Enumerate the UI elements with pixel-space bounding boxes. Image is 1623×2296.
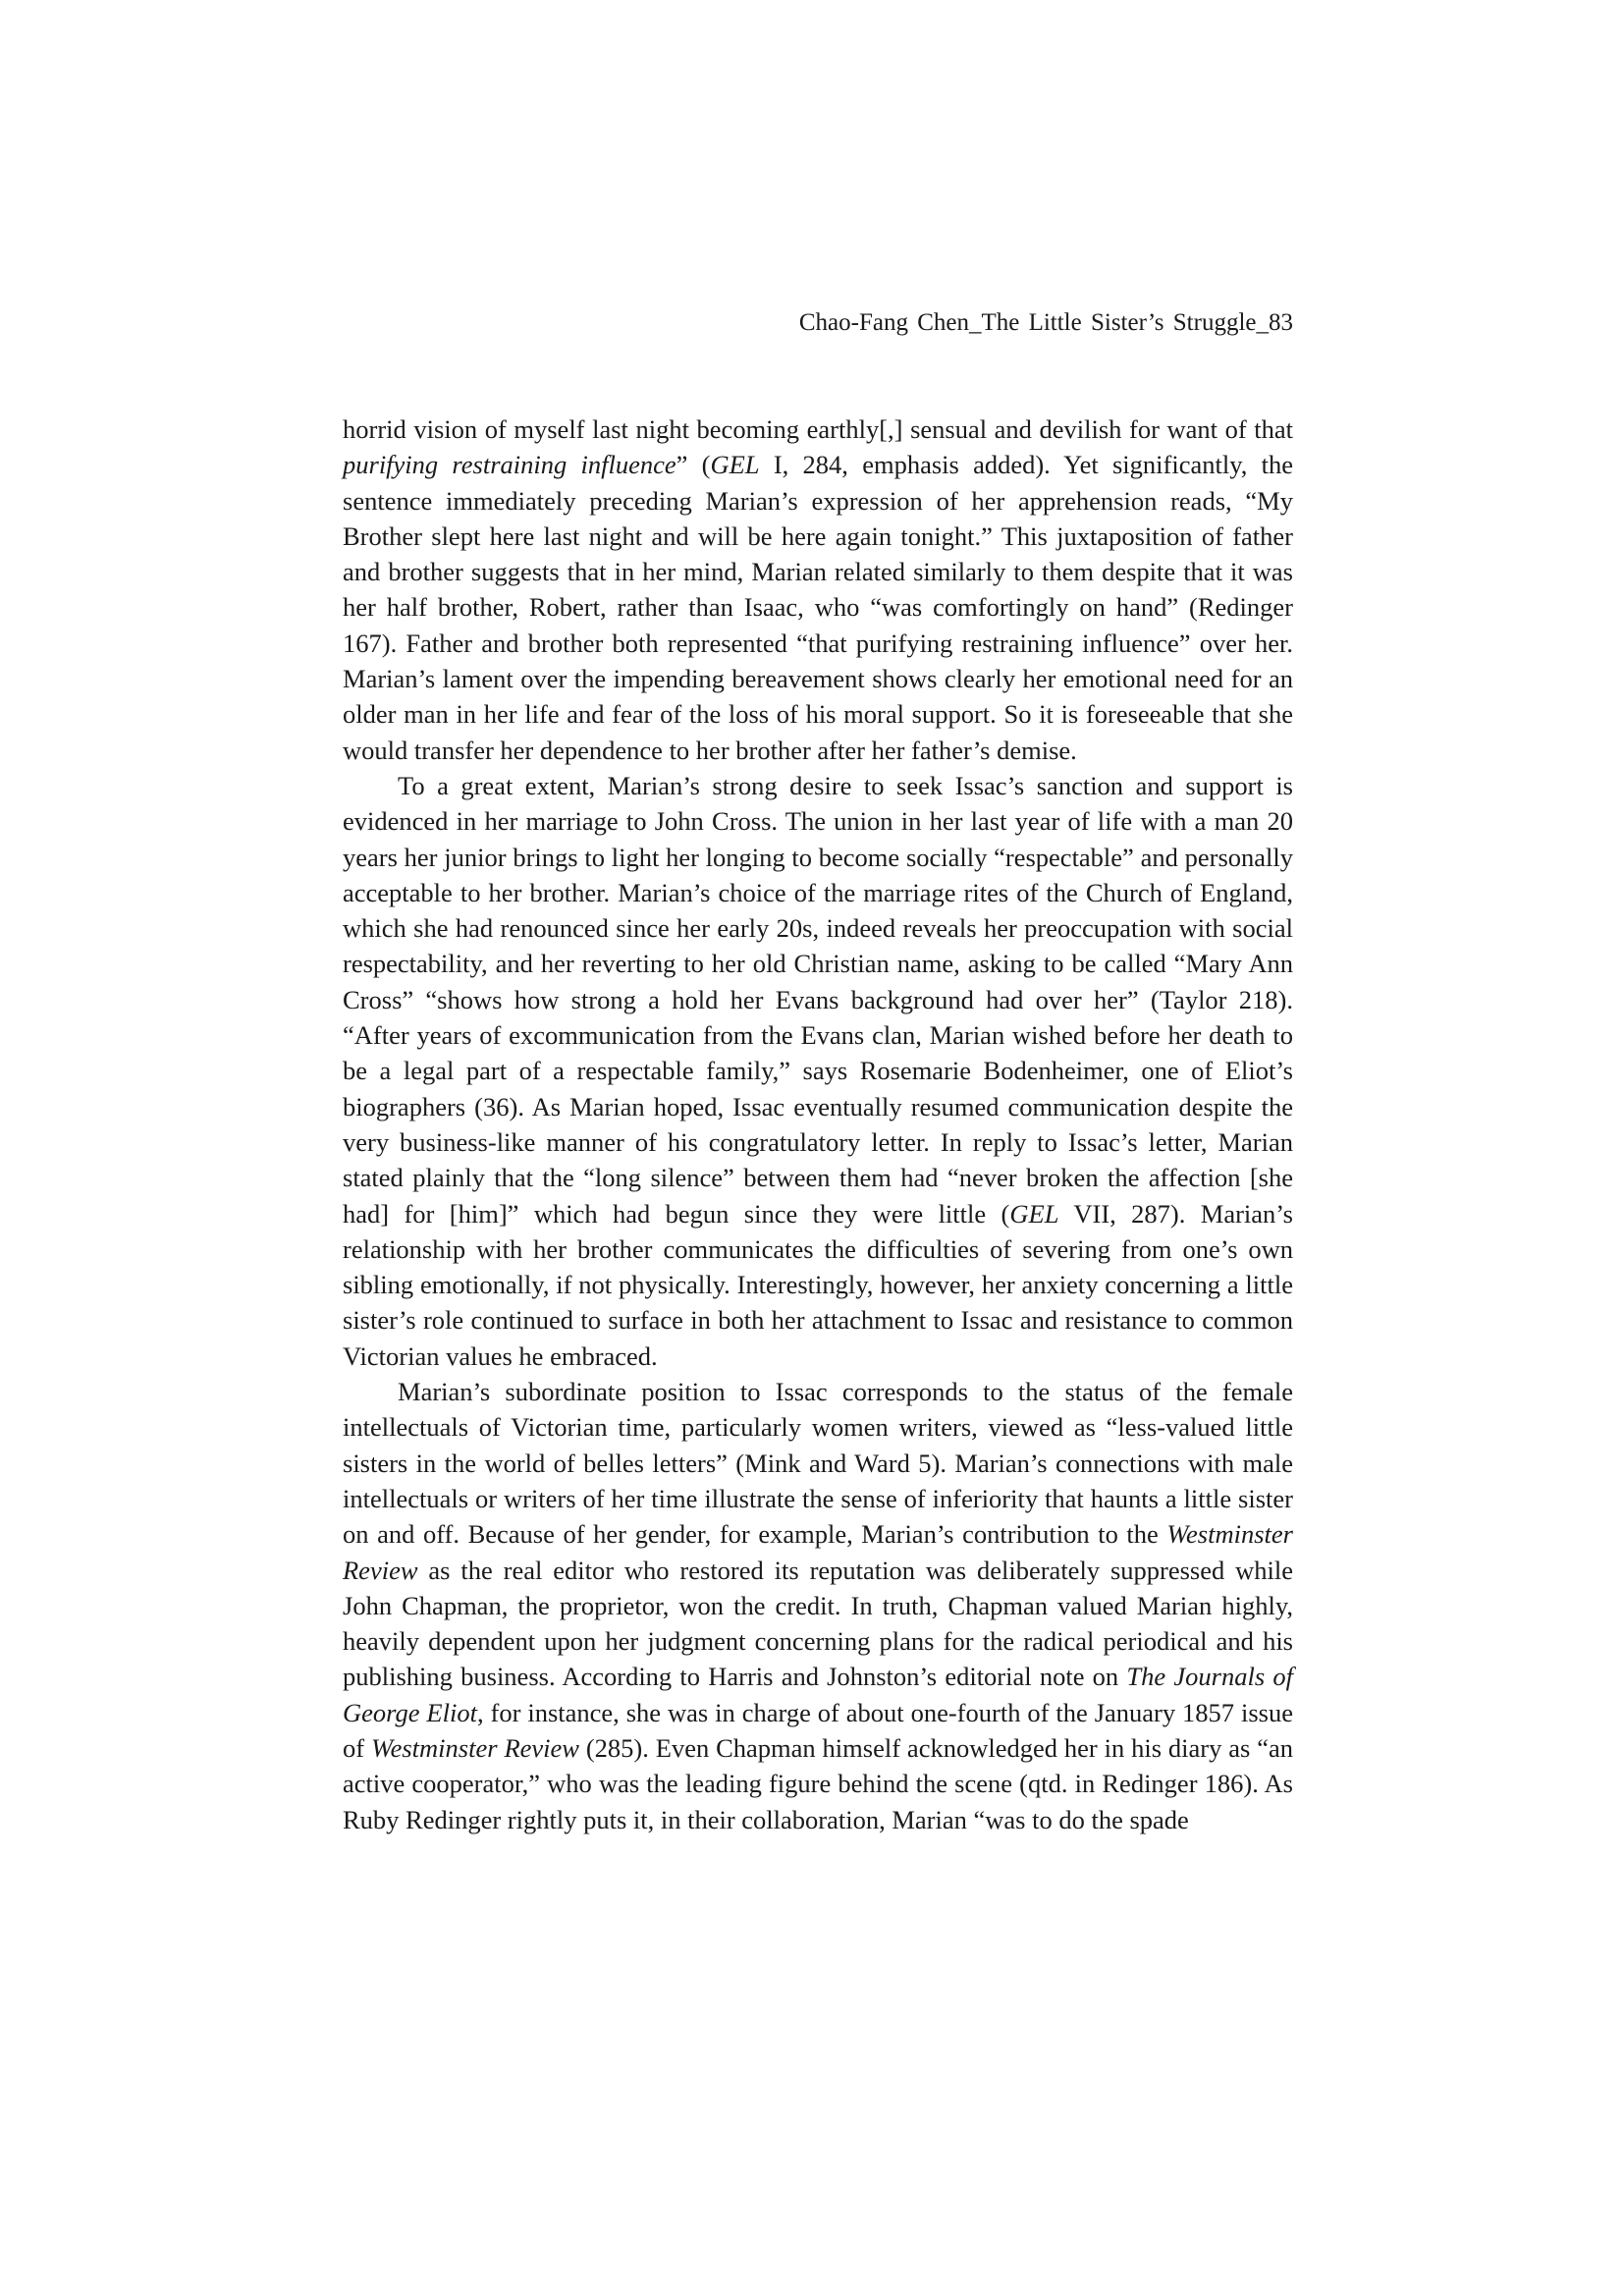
- body-text: [343, 411, 1293, 1837]
- text-run: Marian’s subordinate position to Issac corresponds to the status of the female intellectuals of Victorian time, particularly women writers, viewed as “less-valued little sisters in the world of belles letters” (Mink and Ward 5). Marian’s connections with male intellectuals or writers of her time illustrate the sense of inferiority that haunts a little sister on and off. Because of her gender, for example, Marian’s contribution to the: [343, 1377, 1293, 1550]
- italic-text: Westminster Review: [370, 1732, 579, 1763]
- italic-text: purifying restraining influence: [343, 450, 676, 480]
- text-run: ” (: [676, 450, 711, 480]
- text-run: To a great extent, Marian’s strong desire to seek Issac’s sanction and support is evidenced in her marriage to John Cross. The union in her last year of life with a man 20 years her junior brings to light her longing to become socially “respectable” and personally acceptable to her brother. Marian’s choice of the marriage rites of the Church of England, which she had renounced since her early 20s, indeed reveals her preoccupation with social respectability, and her reverting to her old Christian name, asking to be called “Mary Ann Cross” “shows how strong a hold her Evans background had over her” (Taylor 218). “After years of excommunication from the Evans clan, Marian wished before her death to be a legal part of a respectable family,” says Rosemarie Bodenheimer, one of Eliot’s biographers (36). As Marian hoped, Issac eventually resumed communication despite the very business-like manner of his congratulatory letter. In reply to Issac’s letter, Marian stated plainly that the “long silence” between them had “never broken the affection [she had] for [him]” which had begun since they were little (: [343, 770, 1293, 1229]
- italic-text: Westminster Review: [343, 1519, 1293, 1585]
- text-run: (285). Even Chapman himself acknowledged her in his diary as “an active cooperator,” who was the leading figure behind the scene (qtd. in Redinger 186). As Ruby Redinger rightly puts it, in their collaboration, Marian “was to do the spade: [343, 1732, 1293, 1834]
- text-run: I, 284, emphasis added). Yet significantly, the sentence immediately preceding Marian’s expression of her apprehension reads, “My Brother slept here last night and will be here again tonight.” This juxtaposition of father and brother suggests that in her mind, Marian related similarly to them despite that it was her half brother, Robert, rather than Isaac, who “was comfortingly on hand” (Redinger 167). Father and brother both represented “that purifying restraining influence” over her. Marian’s lament over the impending bereavement shows clearly her emotional need for an older man in her life and fear of the loss of his moral support. So it is foreseeable that she would transfer her dependence to her brother after her father’s demise.: [343, 450, 1293, 765]
- text-run: horrid vision of myself last night becoming earthly[,] sensual and devilish for want of that: [343, 414, 1293, 444]
- italic-text: The Journals of George Eliot: [343, 1662, 1293, 1727]
- running-header: Chao-Fang Chen_The Little Sister’s Struggle_83: [798, 309, 1293, 336]
- paragraph: [343, 768, 1293, 1374]
- text-run: as the real editor who restored its reputation was deliberately suppressed while John Chapman, the proprietor, won the credit. In truth, Chapman valued Marian highly, heavily dependent upon her judgment concerning plans for the radical periodical and his publishing business. According to Harris and Johnston’s editorial note on: [343, 1555, 1293, 1692]
- paragraph: [343, 411, 1293, 768]
- text-run: VII, 287). Marian’s relationship with her brother communicates the difficulties of severing from one’s own sibling emotionally, if not physically. Interestingly, however, her anxiety concerning a little sister’s role continued to surface in both her attachment to Issac and resistance to common Victorian values he embraced.: [343, 1198, 1293, 1371]
- text-run: , for instance, she was in charge of about one-fourth of the January 1857 issue of: [343, 1697, 1293, 1763]
- italic-text: GEL: [1009, 1198, 1059, 1229]
- paragraph: [343, 1374, 1293, 1837]
- italic-text: GEL: [710, 450, 760, 480]
